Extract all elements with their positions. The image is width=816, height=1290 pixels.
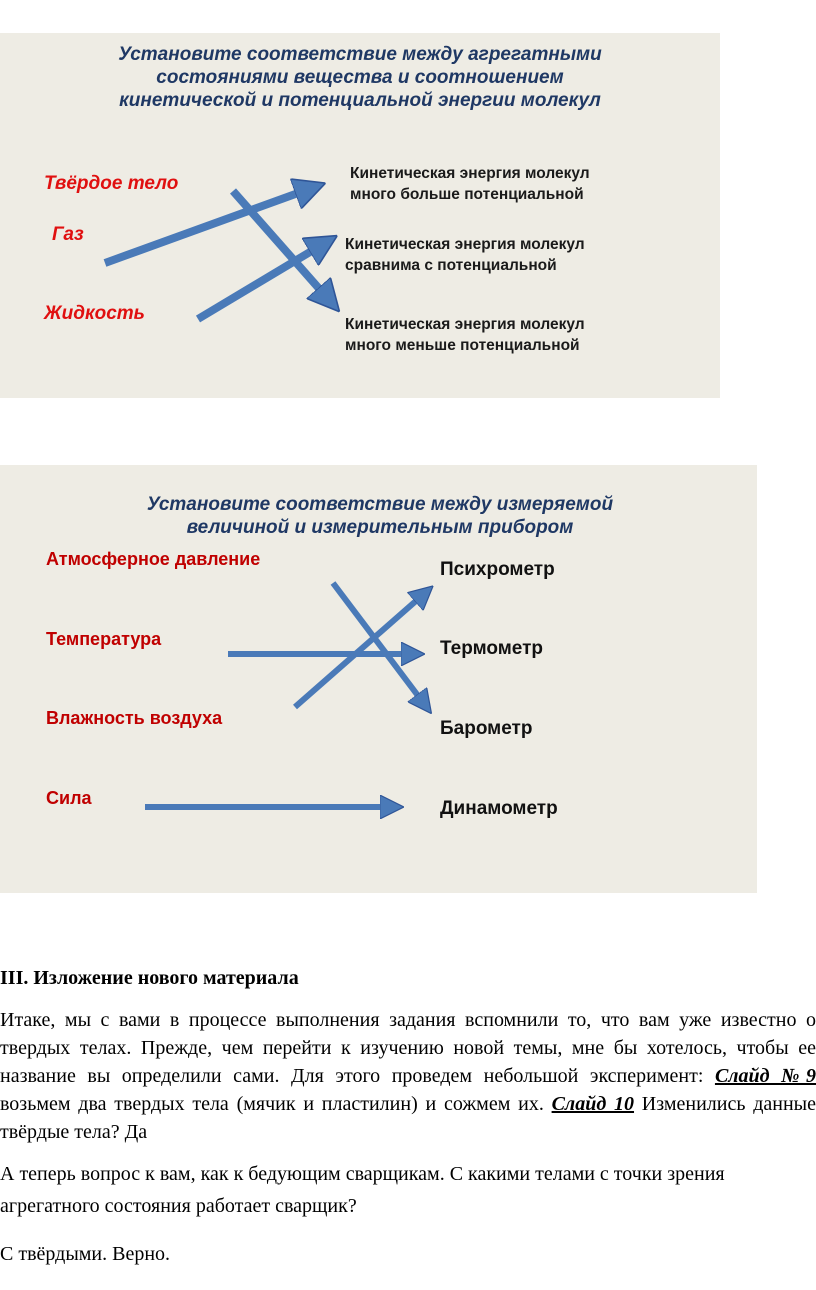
arrow-gas-to-energy-1 [105, 188, 312, 263]
section-heading: III. Изложение нового материала [0, 967, 299, 989]
energy-option-2-line1: Кинетическая энергия молекул [345, 236, 585, 253]
paragraph-1-part-c: Изменились данные твёрдые тела? Да [0, 1093, 816, 1143]
slide10-reference: Слайд 10 [551, 1093, 635, 1115]
paragraph-3: С твёрдыми. Верно. [0, 1243, 171, 1265]
state-solid: Твёрдое тело [44, 173, 179, 194]
energy-option-1-line1: Кинетическая энергия молекул [350, 165, 590, 182]
instrument-dynamometer: Динамометр [440, 798, 558, 819]
energy-option-1-line2: много больше потенциальной [350, 186, 584, 203]
slide-states-energy [0, 33, 720, 398]
energy-option-3-line1: Кинетическая энергия молекул [345, 316, 585, 333]
paragraph-2: А теперь вопрос к вам, как к бедующим сварщикам. С какими телами с точки зрения агрегатного состояния работает сварщик? [0, 1163, 725, 1217]
quantity-humidity: Влажность воздуха [46, 708, 223, 728]
energy-option-3-line2: много меньше потенциальной [345, 337, 580, 354]
slide2-title-line2: величиной и измерительным прибором [186, 517, 574, 538]
energy-option-2-line2: сравнима с потенциальной [345, 257, 557, 274]
quantity-temperature: Температура [46, 629, 162, 649]
slide-quantity-instrument [0, 465, 757, 893]
slide1-title-line1: Установите соответствие между агрегатными [118, 44, 602, 65]
arrow-liquid-to-energy-2 [198, 243, 325, 319]
slide9-reference: Слайд №9 [714, 1065, 816, 1087]
state-liquid: Жидкость [44, 303, 145, 324]
slide1-title-line3: кинетической и потенциальной энергии молекул [119, 90, 601, 111]
paragraph-1-part-a: Итаке, мы с вами в процессе выполнения задания вспомнили то, что вам уже известно о твердых телах. Прежде, чем перейти к изучению новой темы, мне бы хотелось, чтобы ее название вы определили сами. Для этого проведем небольшой эксперимент: [0, 1009, 816, 1087]
paragraph-1-part-b: возьмем два твердых тела (мячик и пластилин) и сожмем их. [0, 1093, 552, 1115]
slide2-title-line1: Установите соответствие между измеряемой [146, 494, 614, 515]
slide1-arrows [0, 33, 720, 398]
state-gas: Газ [52, 224, 84, 245]
quantity-force: Сила [46, 788, 92, 808]
instrument-psychrometer: Психрометр [440, 559, 555, 580]
arrow-humidity-to-psychrometer [295, 593, 425, 707]
paragraph-1 [0, 1006, 816, 1146]
slide2-arrows [0, 465, 757, 893]
slide1-title-line2: состояниями вещества и соотношением [156, 67, 564, 88]
instrument-barometer: Барометр [440, 718, 533, 739]
instrument-thermometer: Термометр [440, 638, 544, 659]
quantity-pressure: Атмосферное давление [46, 549, 261, 569]
